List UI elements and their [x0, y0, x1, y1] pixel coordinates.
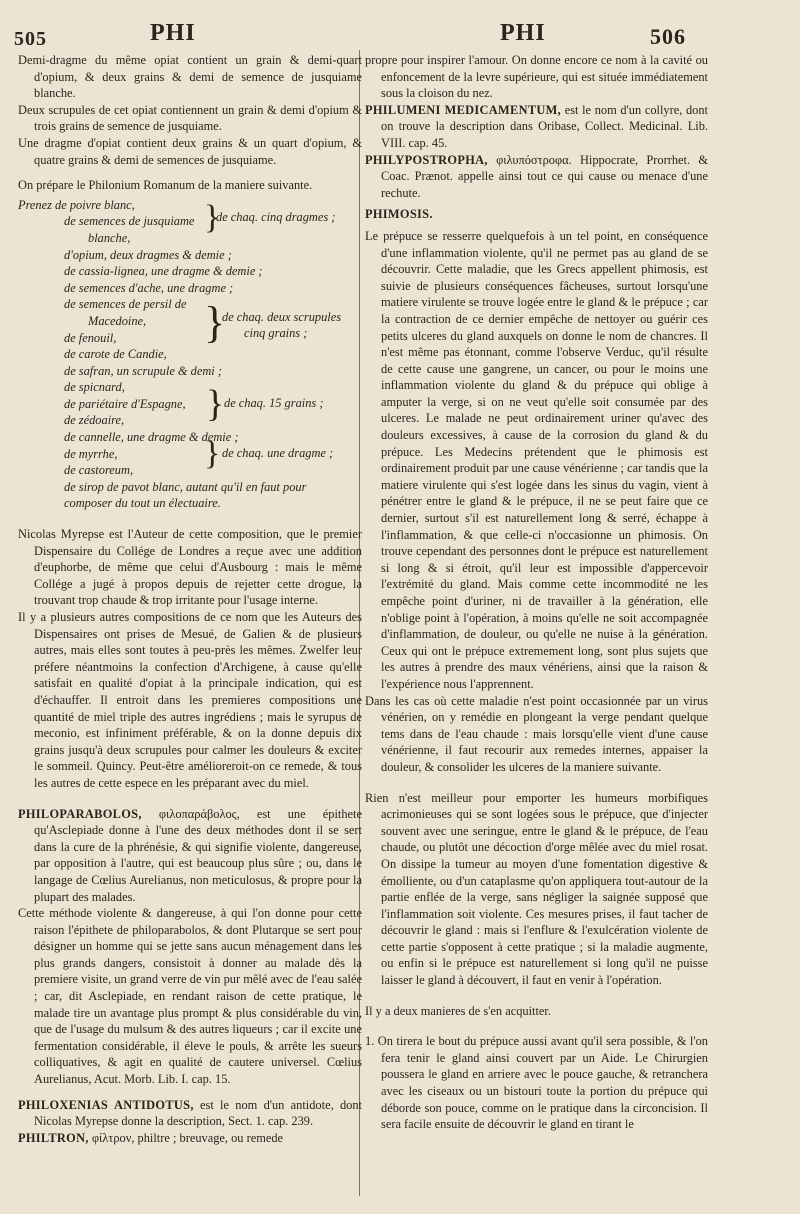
recipe-note-d: de chaq. une dragme ;	[222, 445, 334, 460]
entry-philtron	[18, 1130, 362, 1147]
recipe-line: de sirop de pavot blanc, autant qu'il en faut pour	[64, 479, 307, 494]
paragraph-une-dragme: Une dragme d'opiat contient deux grains & un quart d'opium, & quatre grains & demi de semences de jusquiame.	[18, 135, 362, 167]
paragraph-myrepse: Nicolas Myrepse est l'Auteur de cette composition, que le premier Dispensaire du Collége de Londres a reçue avec une addition d'euphorbe, de même que celui d'Ausbourg : mais le même Collége a jugé à propos depuis de rejetter cette drogue, la trouvant trop chaude & trop irritante pour l'usage interne.	[18, 527, 362, 608]
paragraph-phimosis-1: Le prépuce se resserre quelquefois à un tel point, en conséquence d'une inflammation violente, qu'il ne permet pas au gland de se découvrir. Cette maladie, que les Grecs appellent phimosis, est suivie de plusieurs conséquences fâcheuses, surtout lorsqu'une matiere virulente se trouve logée entre le gland & le prépuce ; car la contraction de ce dernier empêche de nettoyer ou guérir ces petits ulceres du gland auxquels on donne le nom de chancres. Il n'est même pas étonnant, comme l'observe Verduc, qu'il résulte de cette cause une gangrene, un cancer, ou pour le moins une inflammation violente du gland & du prépuce qui oblige à amputer la verge, si on ne veut qu'elle soit consumée par des ulceres. Le malade ne peut ordinairement uriner qu'avec des douleurs excessives, à cause de la corrosion du gland & du prépuce. Les Medecins prétendent que le phimosis est ordinairement produit par une cause vénérienne ; car tandis que la matiere virulente qui s'est logée dans les sinus du vagin, vient à pénétrer entre le gland & le prépuce, il ne se peut faire que ce dernier, surtout s'il est naturellement long & serré, échappe à l'inflammation, & que celle-ci n'occasionne un phimosis. On trouve cependant des personnes dont le prépuce est naturellement si long & si étroit, qu'il leur est impossible d'appercevoir l'extrémité du gland. Mais comme cette incommodité ne les empêche point d'uriner, ni de travailler à la génération, elle n'oblige point à l'opération, à moins qu'elle ne soit accompagnée d'inflammation, de douleur, ou qu'elle ne nuise à la génération. Ceux qui ont le prépuce extremement long, sont plus sujets que les autres à prendre des maux vénériens, ainsi que la raison & l'expérience nous l'apprennent.	[365, 228, 708, 691]
right-column	[365, 52, 708, 1133]
headword-philtron: PHILTRON,	[18, 1130, 89, 1145]
paragraph-deux-manieres: Il y a deux manieres de s'en acquitter.	[365, 1003, 551, 1018]
page-number-right: 506	[650, 24, 686, 49]
recipe-note-b1: de chaq. deux scrupules	[222, 309, 342, 324]
recipe-note-b2: cinq grains ;	[244, 325, 308, 340]
entry-phimosis	[365, 206, 708, 223]
entry-philypostropha	[365, 152, 708, 202]
paragraph-plusieurs: Il y a plusieurs autres compositions de ce nom que les Auteurs des Dispensaires ont prises de Mesué, de Galien & de plusieurs autres, mais elles sont toutes à peu-près les mêmes. Zwelfer leur préfere néantmoins la confection d'Archigene, à cause qu'elle satisfait en qualité d'opiat à la principale indication, qui est d'échauffer. Il entroit dans les premieres compositions une quantité de miel triple des autres ingrédiens ; mais le syrupus de meconio, est infiniment préférable, & on la donne depuis dix grains jusqu'à deux scrupules pour calmer les douleurs & exciter le sommeil. Quincy. Peut-être amélioreroit-on ce remede, & tous les autres de cette espece en les préparant avec du miel.	[18, 610, 362, 790]
running-title-right: PHI	[500, 20, 546, 46]
recipe-line: de safran, un scrupule & demi ;	[64, 363, 222, 378]
headword-phimosis: PHIMOSIS.	[365, 207, 433, 222]
paragraph-phimosis-3: Rien n'est meilleur pour emporter les humeurs morbifiques acrimonieuses qui se sont logées sous le prépuce, que d'injecter souvent avec une seringue, entre le gland & le prépuce, de l'eau chaude, ou plutôt une décoction d'orge mêlée avec du miel rosat. On dissipe la tumeur au moyen d'une fomentation digestive & émolliente, ou d'un cataplasme qu'on appliquera tout-autour de la partie enflée de la verge, sans négliger la saignée supposé que l'inflammation soit violente. Ces mesures prises, il faut tacher de découvrir le gland : mais si l'enflure & l'exulcération violente de cette partie s'opposent à cette pratique ; si la maladie augmente, ou enfin si le prépuce est naturellement si long qu'il ne puisse laisser le gland à découvert, il faut en venir à l'opération.	[365, 790, 708, 988]
recipe-line: de semences de jusquiame	[64, 214, 195, 229]
brace-group-b: }	[204, 297, 226, 347]
running-header	[0, 20, 800, 52]
recipe-line: de pariétaire d'Espagne,	[64, 396, 186, 411]
recipe-line: de semences d'ache, une dragme ;	[64, 280, 234, 295]
definition-philumeni: est le nom d'un collyre, dont on trouve la description dans Oribase, Collect. Medicinal. Lib. VIII. cap. 45.	[381, 102, 708, 150]
recipe-line: de semences de persil de	[64, 297, 187, 312]
definition-philypostropha: φιλυπόστροφα. Hippocrate, Prorrhet. & Coac. Prænot. appelle ainsi tout ce qui cause ou menace d'une rechute.	[381, 152, 708, 200]
brace-group-c: }	[206, 382, 225, 425]
headword-philoxenias: PHILOXENIAS ANTIDOTUS,	[18, 1097, 194, 1112]
recipe-list	[18, 197, 362, 512]
recipe-note-c: de chaq. 15 grains ;	[224, 395, 324, 410]
recipe-line: d'opium, deux dragmes & demie ;	[64, 247, 232, 262]
recipe-line: de fenouil,	[64, 330, 117, 345]
greek-philoparabolos: φιλοπαράβολος,	[158, 806, 240, 821]
recipe-note-a: de chaq. cinq dragmes ;	[216, 209, 336, 224]
paragraph-phimosis-2: Dans les cas où cette maladie n'est point occasionnée par un virus vénérien, on y remédie en plongeant la verge pendant quelque tems dans de l'eau chaude : mais lorsqu'elle vient d'une cause vénérienne, il faut recourir aux remedes internes, appaiser la douleur, & consolider les ulceres de la maniere suivante.	[365, 693, 708, 774]
recipe-line: de myrrhe,	[64, 446, 118, 461]
paragraph-demi-dragme: Demi-dragme du même opiat contient un grain & demi-quart d'opium, & deux grains & demi de semence de jusquiame blanche.	[18, 53, 362, 101]
left-column	[18, 52, 362, 1146]
entry-philoparabolos	[18, 806, 362, 906]
headword-philypostropha: PHILYPOSTROPHA,	[365, 152, 488, 167]
recipe-line: blanche,	[88, 230, 131, 245]
recipe-line: de cassia-lignea, une dragme & demie ;	[64, 264, 263, 279]
definition-philoparabolos: est une épithete qu'Asclepiade donne à l'une des deux méthodes dont il se sert dans la cure de la phrénésie, & qui signifie violente, dangereuse, par opposition à l'autre, qui est beaucoup plus sûre ; ou, dans le langage de Cœlius Aurelianus, non meticulosus, & propre pour la plupart des malades.	[34, 806, 362, 904]
recipe-line: de spicnard,	[64, 380, 125, 395]
recipe-line: de zédoaire,	[64, 413, 125, 428]
entry-philoxenias	[18, 1097, 362, 1130]
paragraph-prepare: On prépare le Philonium Romanum de la maniere suivante.	[18, 178, 313, 193]
brace-group-d: }	[204, 434, 221, 472]
headword-philoparabolos: PHILOPARABOLOS,	[18, 806, 142, 821]
paragraph-methode: Cette méthode violente & dangereuse, à qui l'on donne pour cette raison l'épithete de philoparabolos, & dont Plutarque se sert pour désigner un homme qui se jette sans aucun ménagement dans les plus grands dangers, consistoit à donner au malade dès la premiere visite, un grand verre de vin pur mêlé avec de l'eau salée ; car, dit Asclepiade, en rendant raison de cette pratique, le malade tire un avantage plus prompt & plus considérable du vin, que de l'usage du mulsum & des autres liqueurs ; car il excite une fermentation considérable, il éleve le pouls, & arrête les sueurs colliquatives, & agit en qualité de cautere universel. Cœlius Aurelianus, Acut. Morb. Lib. I. cap. 15.	[18, 906, 362, 1087]
definition-philtron: φίλτρον, philtre ; breuvage, ou remede	[91, 1130, 284, 1145]
paragraph-deux-scrupules: Deux scrupules de cet opiat contiennent un grain & demi d'opium & trois grains de semence de jusquiame.	[18, 102, 362, 134]
recipe-line: de carote de Candie,	[64, 347, 167, 362]
headword-philumeni: PHILUMENI MEDICAMENTUM,	[365, 102, 562, 117]
recipe-line: Prenez de poivre blanc,	[18, 197, 135, 212]
paragraph-philtron-continued: propre pour inspirer l'amour. On donne encore ce nom à la cavité ou enfoncement de la levre supérieure, qui est située immédiatement sous la cloison du nez.	[365, 53, 708, 101]
recipe-block	[18, 197, 362, 512]
recipe-line: de castoreum,	[64, 463, 134, 478]
brace-group-a: }	[204, 198, 221, 236]
paragraph-item-1: 1. On tirera le bout du prépuce aussi avant qu'il sera possible, & l'on fera tenir le gland ainsi couvert par un Aide. Le Chirurgien poussera le gland en arriere avec le pouce gauche, & retranchera avec les ciseaux ou un bistouri toute la portion du prépuce qui déborde son pouce, comme on le pratique dans la circoncision. Il sera facile ensuite de découvrir le gland en tirant le	[365, 1034, 708, 1132]
recipe-line: Macedoine,	[88, 313, 147, 328]
recipe-line: de cannelle, une dragme & demie ;	[64, 430, 239, 445]
page-number-left: 505	[14, 28, 47, 50]
entry-philumeni	[365, 102, 708, 152]
running-title-left: PHI	[150, 20, 196, 46]
recipe-line: composer du tout un électuaire.	[64, 496, 221, 511]
definition-philoxenias: est le nom d'un antidote, dont Nicolas Myrepse donne la description, Sect. 1. cap. 239.	[34, 1097, 362, 1129]
